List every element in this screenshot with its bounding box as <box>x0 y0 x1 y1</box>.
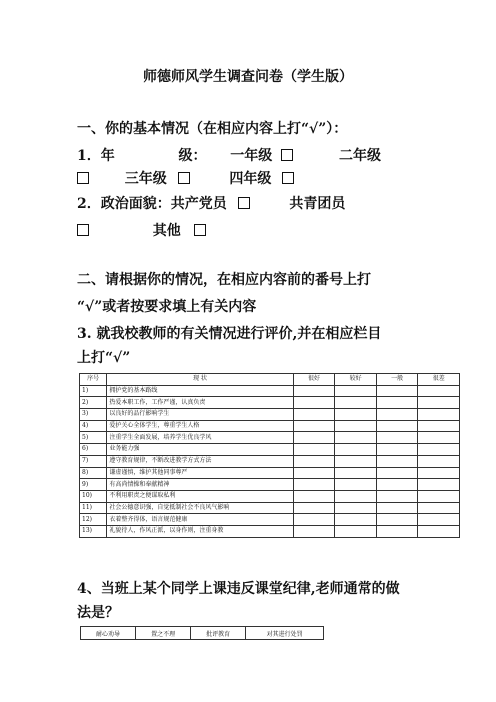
rating-cell-very-good[interactable] <box>293 397 335 409</box>
row-number: 1) <box>80 385 107 397</box>
table-row <box>80 385 460 397</box>
rating-cell-good[interactable] <box>335 514 377 526</box>
rating-cell-average[interactable] <box>376 432 418 444</box>
row-item: 有高尚情操和奉献精神 <box>107 479 293 491</box>
grade-option-label: 二年级 <box>339 148 381 164</box>
table-row <box>80 397 460 409</box>
table-row <box>80 467 460 479</box>
row-number: 10) <box>80 490 107 502</box>
table-row <box>80 409 460 421</box>
grade-option-label: 一年级 <box>230 148 273 164</box>
document-title: 师德师风学生调查问卷（学生版） <box>143 69 353 85</box>
question-3: 3. 就我校教师的有关情况进行评价,并在相应栏目 <box>77 326 382 342</box>
rating-cell-very-good[interactable] <box>293 467 335 479</box>
rating-cell-very-good[interactable] <box>293 432 335 444</box>
rating-cell-very-good[interactable] <box>293 455 335 467</box>
table-row <box>80 525 460 537</box>
grade-option-label: 四年级 <box>229 171 272 187</box>
grade-label-suffix: 级： <box>178 148 207 164</box>
row-item: 热爱本职工作，工作严谨，认真负责 <box>107 397 293 409</box>
other-checkbox[interactable] <box>194 224 206 236</box>
row-item: 拥护党的基本路线 <box>107 385 293 397</box>
header-item: 现 状 <box>107 374 293 386</box>
grade-2-checkbox[interactable] <box>77 172 89 184</box>
rating-cell-poor[interactable] <box>418 525 460 537</box>
table-row <box>80 420 460 432</box>
row-number: 8) <box>80 467 107 479</box>
row-number: 6) <box>80 444 107 456</box>
rating-cell-poor[interactable] <box>418 420 460 432</box>
row-number: 12) <box>80 514 107 526</box>
rating-cell-average[interactable] <box>376 514 418 526</box>
row-item: 遵守教育规律，不断改进教学方式方法 <box>107 455 293 467</box>
politics-line-2 <box>77 220 206 240</box>
rating-cell-average[interactable] <box>376 397 418 409</box>
politics-label: 2．政治面貌： <box>77 196 171 212</box>
rating-cell-poor[interactable] <box>418 502 460 514</box>
grade-1-checkbox[interactable] <box>281 149 293 161</box>
rating-cell-average[interactable] <box>376 420 418 432</box>
question-4-cont: 法是？ <box>77 605 119 621</box>
rating-cell-very-good[interactable] <box>293 490 335 502</box>
row-item: 业务能力强 <box>107 444 293 456</box>
table-row <box>80 444 460 456</box>
rating-cell-poor[interactable] <box>418 479 460 491</box>
rating-cell-poor[interactable] <box>418 467 460 479</box>
rating-cell-good[interactable] <box>335 432 377 444</box>
q4-option[interactable]: 置之不理 <box>136 627 191 640</box>
table-header-row <box>80 374 460 386</box>
rating-cell-very-good[interactable] <box>293 385 335 397</box>
row-number: 9) <box>80 479 107 491</box>
rating-cell-average[interactable] <box>376 444 418 456</box>
rating-cell-poor[interactable] <box>418 444 460 456</box>
rating-cell-average[interactable] <box>376 502 418 514</box>
row-item: 爱护关心全体学生，尊重学生人格 <box>107 420 293 432</box>
grade-3-checkbox[interactable] <box>178 172 190 184</box>
question-3-cont: 上打“√” <box>77 350 131 366</box>
rating-cell-poor[interactable] <box>418 514 460 526</box>
row-number: 11) <box>80 502 107 514</box>
q4-option[interactable]: 批评教育 <box>191 627 246 640</box>
row-number: 5) <box>80 432 107 444</box>
evaluation-table <box>79 373 460 538</box>
rating-cell-good[interactable] <box>335 420 377 432</box>
politics-option-label: 共青团员 <box>289 196 346 212</box>
rating-cell-very-good[interactable] <box>293 479 335 491</box>
rating-cell-very-good[interactable] <box>293 420 335 432</box>
rating-cell-very-good[interactable] <box>293 514 335 526</box>
row-number: 7) <box>80 455 107 467</box>
grade-line-2 <box>77 168 294 188</box>
section1-heading: 一、你的基本情况（在相应内容上打“√”）： <box>77 121 348 137</box>
rating-cell-very-good[interactable] <box>293 502 335 514</box>
rating-cell-good[interactable] <box>335 467 377 479</box>
rating-cell-average[interactable] <box>376 479 418 491</box>
rating-cell-very-good[interactable] <box>293 444 335 456</box>
q4-option[interactable]: 耐心劝导 <box>81 627 136 640</box>
row-item: 谦虚谨慎，维护其他同事尊严 <box>107 467 293 479</box>
rating-cell-average[interactable] <box>376 525 418 537</box>
rating-cell-good[interactable] <box>335 455 377 467</box>
table-row <box>80 479 460 491</box>
rating-cell-poor[interactable] <box>418 455 460 467</box>
politics-option-label: 其他 <box>152 223 181 239</box>
q4-options-table <box>80 626 324 640</box>
rating-cell-average[interactable] <box>376 385 418 397</box>
grade-4-checkbox[interactable] <box>282 172 294 184</box>
row-number: 4) <box>80 420 107 432</box>
header-number: 序号 <box>80 374 107 386</box>
section2-heading-cont: “√”或者按要求填上有关内容 <box>77 299 257 315</box>
header-poor: 很差 <box>418 374 460 386</box>
row-item: 注重学生全面发展，培养学生优良学风 <box>107 432 293 444</box>
rating-cell-poor[interactable] <box>418 385 460 397</box>
q4-option[interactable]: 对其进行处罚 <box>246 627 324 640</box>
rating-cell-poor[interactable] <box>418 409 460 421</box>
rating-cell-average[interactable] <box>376 467 418 479</box>
rating-cell-very-good[interactable] <box>293 525 335 537</box>
grade-option-label: 三年级 <box>124 171 167 187</box>
row-item: 以良好的品行影响学生 <box>107 409 293 421</box>
rating-cell-average[interactable] <box>376 490 418 502</box>
rating-cell-average[interactable] <box>376 409 418 421</box>
header-very-good: 很好 <box>293 374 335 386</box>
rating-cell-good[interactable] <box>335 409 377 421</box>
table-row <box>80 455 460 467</box>
rating-cell-good[interactable] <box>335 444 377 456</box>
rating-cell-poor[interactable] <box>418 490 460 502</box>
table-row <box>80 432 460 444</box>
rating-cell-good[interactable] <box>335 479 377 491</box>
rating-cell-average[interactable] <box>376 455 418 467</box>
row-item: 不利用职责之便谋取私利 <box>107 490 293 502</box>
grade-label: 1．年 <box>77 148 115 164</box>
section2-heading: 二、请根据你的情况，在相应内容前的番号上打 <box>77 272 371 288</box>
rating-cell-good[interactable] <box>335 385 377 397</box>
row-item: 礼貌待人，作风正派，以身作则，注重身教 <box>107 525 293 537</box>
table-row <box>80 490 460 502</box>
table-row <box>81 627 324 640</box>
rating-cell-good[interactable] <box>335 397 377 409</box>
politics-option-label: 共产党员 <box>170 196 227 212</box>
politics-line-1 <box>77 193 345 213</box>
rating-cell-good[interactable] <box>335 490 377 502</box>
rating-cell-good[interactable] <box>335 502 377 514</box>
league-member-checkbox[interactable] <box>77 224 89 236</box>
question-4: 4、当班上某个同学上课违反课堂纪律,老师通常的做 <box>77 581 400 597</box>
rating-cell-poor[interactable] <box>418 432 460 444</box>
rating-cell-very-good[interactable] <box>293 409 335 421</box>
header-average: 一般 <box>376 374 418 386</box>
row-number: 13) <box>80 525 107 537</box>
row-item: 衣着整齐得体，语言规范健康 <box>107 514 293 526</box>
grade-line-1 <box>77 145 293 165</box>
rating-cell-good[interactable] <box>335 525 377 537</box>
row-number: 3) <box>80 409 107 421</box>
rating-cell-poor[interactable] <box>418 397 460 409</box>
party-member-checkbox[interactable] <box>238 197 250 209</box>
row-number: 2) <box>80 397 107 409</box>
header-good: 较好 <box>335 374 377 386</box>
table-row <box>80 502 460 514</box>
row-item: 社会公德意识强，自觉抵制社会不良风气影响 <box>107 502 293 514</box>
table-row <box>80 514 460 526</box>
